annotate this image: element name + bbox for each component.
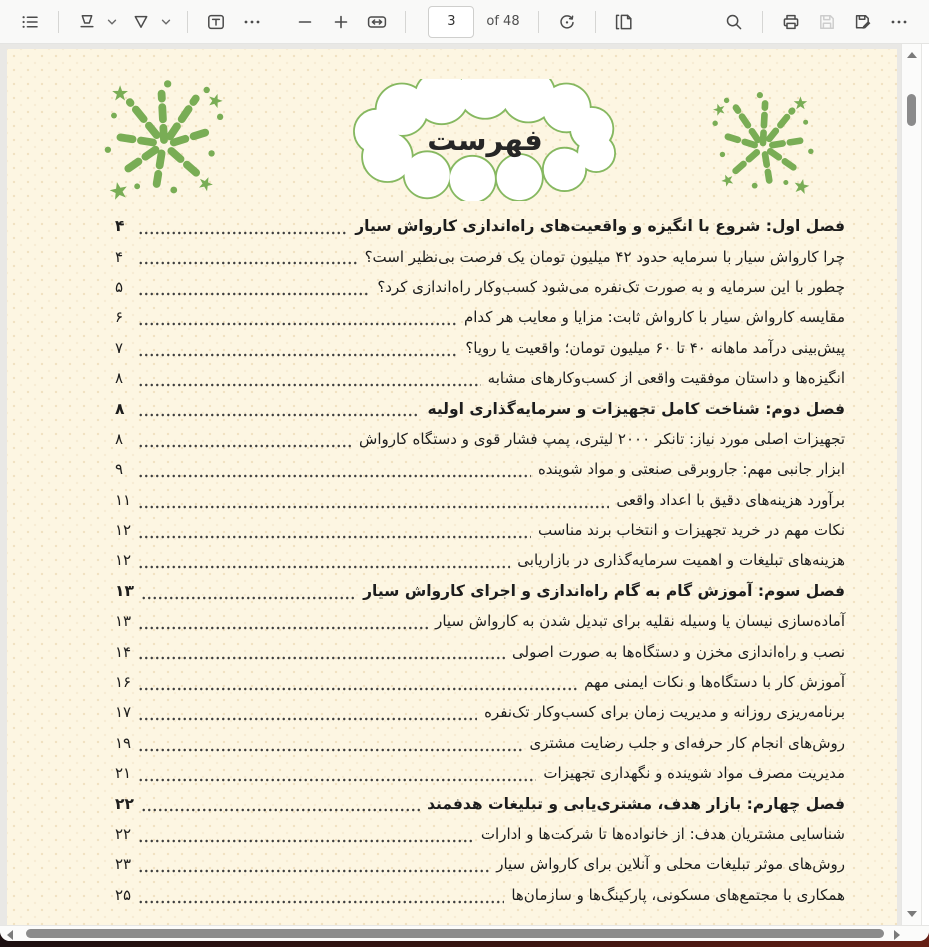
toc-row bbox=[115, 758, 845, 788]
scroll-left-arrow-icon[interactable] bbox=[7, 930, 13, 940]
ellipsis-icon bbox=[889, 12, 909, 32]
toc-row bbox=[115, 211, 845, 241]
toc-title: چطور با این سرمایه و به صورت تک‌نفره می‌شود کسب‌وکار راه‌اندازی کرد؟ bbox=[377, 277, 845, 296]
toc-page-number: ۴ bbox=[115, 217, 125, 236]
toc-row bbox=[115, 788, 845, 818]
toc-title: فصل سوم: آموزش گام به گام راه‌اندازی و اجرای کارواش سیار bbox=[363, 581, 845, 600]
toc-page-number: ۵ bbox=[115, 277, 124, 296]
fireworks-decoration-left bbox=[93, 79, 235, 201]
toc-row bbox=[115, 880, 845, 910]
toc-title: برآورد هزینه‌های دقیق با اعداد واقعی bbox=[616, 490, 845, 509]
dot-leader bbox=[138, 272, 370, 302]
printer-icon bbox=[781, 12, 801, 32]
toc-page-number: ۱۹ bbox=[115, 733, 132, 752]
dot-leader bbox=[138, 697, 477, 727]
toc-title: پیش‌بینی درآمد ماهانه ۴۰ تا ۶۰ میلیون تومان؛ واقعیت یا رویا؟ bbox=[465, 338, 845, 357]
toc-page-number: ۱۲ bbox=[115, 521, 132, 540]
dot-leader bbox=[138, 241, 358, 271]
text-box-icon bbox=[206, 12, 226, 32]
save-as-button[interactable] bbox=[847, 6, 879, 38]
dot-leader bbox=[138, 333, 458, 363]
pen-icon bbox=[131, 12, 151, 32]
more-options-button[interactable] bbox=[883, 6, 915, 38]
toc-row bbox=[115, 272, 845, 302]
toc-list bbox=[115, 211, 845, 910]
toc-row bbox=[115, 667, 845, 697]
toc-page-number: ۱۷ bbox=[115, 703, 132, 722]
toc-title: آموزش کار با دستگاه‌ها و نکات ایمنی مهم bbox=[584, 673, 845, 692]
toc-row bbox=[115, 819, 845, 849]
vertical-scrollbar[interactable] bbox=[901, 44, 922, 925]
toc-page-number: ۷ bbox=[115, 338, 124, 357]
toc-title: روش‌های موثر تبلیغات محلی و آنلاین برای کارواش سیار bbox=[496, 855, 845, 874]
toc-title: ابزار جانبی مهم: جاروبرقی صنعتی و مواد شوینده bbox=[537, 460, 845, 479]
save-as-icon bbox=[853, 12, 873, 32]
contents-icon bbox=[20, 12, 40, 32]
toc-title: روش‌های انجام کار حرفه‌ای و جلب رضایت مشتری bbox=[529, 733, 845, 752]
toc-row bbox=[115, 606, 845, 636]
toc-row bbox=[115, 424, 845, 454]
toc-row bbox=[115, 302, 845, 332]
dot-leader bbox=[138, 393, 420, 423]
scroll-down-arrow-icon[interactable] bbox=[907, 911, 917, 917]
table-of-contents-button[interactable] bbox=[14, 6, 46, 38]
page-title: فهرست bbox=[427, 123, 543, 157]
zoom-in-button[interactable] bbox=[325, 6, 357, 38]
page-view-button[interactable] bbox=[608, 6, 640, 38]
toc-row bbox=[115, 545, 845, 575]
page-view-icon bbox=[614, 12, 634, 32]
toc-page-number: ۱۳ bbox=[115, 581, 134, 600]
horizontal-scrollbar[interactable] bbox=[0, 925, 929, 941]
dot-leader bbox=[138, 667, 577, 697]
search-icon bbox=[724, 12, 744, 32]
highlighter-icon bbox=[77, 12, 97, 32]
ellipsis-icon bbox=[242, 12, 262, 32]
rotate-button[interactable] bbox=[551, 6, 583, 38]
toc-title: چرا کارواش سیار با سرمایه حدود ۴۲ میلیون تومان یک فرصت بی‌نظیر است؟ bbox=[364, 247, 845, 266]
fit-to-width-button[interactable] bbox=[361, 6, 393, 38]
draw-options-dropdown[interactable] bbox=[157, 6, 175, 38]
toc-page-number: ۱۲ bbox=[115, 551, 132, 570]
toc-page-number: ۲۵ bbox=[115, 885, 132, 904]
scroll-up-arrow-icon[interactable] bbox=[907, 52, 917, 58]
dot-leader bbox=[138, 454, 531, 484]
toolbar-separator bbox=[405, 11, 406, 33]
dot-leader bbox=[138, 606, 428, 636]
toc-page-number: ۹ bbox=[115, 460, 124, 479]
toc-page-number: ۱۳ bbox=[115, 612, 132, 631]
toc-page-number: ۱۱ bbox=[115, 490, 132, 509]
toc-page-number: ۱۶ bbox=[115, 673, 132, 692]
fireworks-decoration-right bbox=[702, 91, 824, 195]
add-text-button[interactable] bbox=[200, 6, 232, 38]
toc-title: نصب و راه‌اندازی مخزن و دستگاه‌ها به صورت اصولی bbox=[512, 642, 845, 661]
toc-title: برنامه‌ریزی روزانه و مدیریت زمان برای کسب‌وکار تک‌نفره bbox=[484, 703, 845, 722]
toc-row bbox=[115, 728, 845, 758]
print-button[interactable] bbox=[775, 6, 807, 38]
toolbar-separator bbox=[58, 11, 59, 33]
toc-page-number: ۲۱ bbox=[115, 764, 132, 783]
toc-row bbox=[115, 363, 845, 393]
toc-title: فصل اول: شروع با انگیزه و واقعیت‌های راه‌اندازی کارواش سیار bbox=[355, 217, 845, 236]
toc-page-number: ۸ bbox=[115, 399, 125, 418]
document-viewport bbox=[0, 44, 929, 925]
highlight-options-dropdown[interactable] bbox=[103, 6, 121, 38]
dot-leader bbox=[138, 728, 522, 758]
dot-leader bbox=[138, 515, 531, 545]
save-button[interactable] bbox=[811, 6, 843, 38]
toc-title: نکات مهم در خرید تجهیزات و انتخاب برند مناسب bbox=[537, 521, 845, 540]
toc-page-number: ۶ bbox=[115, 308, 124, 327]
toc-page-number: ۲۳ bbox=[115, 855, 132, 874]
scroll-right-arrow-icon[interactable] bbox=[894, 930, 900, 940]
dot-leader bbox=[141, 576, 356, 606]
toc-title: فصل دوم: شناخت کامل تجهیزات و سرمایه‌گذاری اولیه bbox=[427, 399, 845, 418]
toc-page-number: ۲۲ bbox=[115, 825, 132, 843]
toc-title: مدیریت مصرف مواد شوینده و نگهداری تجهیزات bbox=[543, 764, 845, 783]
rotate-icon bbox=[557, 12, 577, 32]
page-count-label: of 48 bbox=[486, 14, 520, 29]
toolbar-separator bbox=[538, 11, 539, 33]
toc-page-number: ۸ bbox=[115, 369, 124, 388]
toc-row bbox=[115, 393, 845, 423]
toolbar-separator bbox=[595, 11, 596, 33]
save-icon bbox=[817, 12, 837, 32]
chevron-down-icon bbox=[107, 18, 117, 26]
toc-title: مقایسه کارواش سیار با کارواش ثابت: مزایا و معایب هر کدام bbox=[463, 308, 845, 327]
horizontal-scrollbar-thumb[interactable] bbox=[26, 929, 884, 938]
plus-icon bbox=[331, 12, 351, 32]
dot-leader bbox=[138, 211, 348, 241]
toc-row bbox=[115, 333, 845, 363]
toc-row bbox=[115, 697, 845, 727]
toc-row bbox=[115, 576, 845, 606]
minus-icon bbox=[295, 12, 315, 32]
toc-page-number: ۸ bbox=[115, 429, 124, 448]
toc-title: آماده‌سازی نیسان یا وسیله نقلیه برای تبدیل شدن به کارواش سیار bbox=[435, 612, 845, 631]
dot-leader bbox=[138, 485, 609, 515]
dot-leader bbox=[138, 545, 510, 575]
toc-row bbox=[115, 485, 845, 515]
toc-page-number: ۴ bbox=[115, 247, 124, 266]
title-cloud bbox=[327, 79, 643, 201]
pdf-page bbox=[7, 49, 897, 925]
toc-title: فصل چهارم: بازار هدف، مشتری‌یابی و تبلیغات هدفمند bbox=[427, 794, 845, 813]
zoom-out-button[interactable] bbox=[289, 6, 321, 38]
toolbar-separator bbox=[187, 11, 188, 33]
toc-title: شناسایی مشتریان هدف: از خانواده‌ها تا شرکت‌ها و ادارات bbox=[480, 825, 845, 843]
dot-leader bbox=[141, 788, 420, 818]
dot-leader bbox=[138, 758, 536, 788]
dot-leader bbox=[138, 849, 489, 879]
toc-row bbox=[115, 241, 845, 271]
dot-leader bbox=[138, 636, 505, 666]
dot-leader bbox=[138, 363, 481, 393]
page-number-input[interactable] bbox=[428, 6, 474, 38]
chevron-down-icon bbox=[161, 18, 171, 26]
dot-leader bbox=[138, 880, 504, 910]
toc-title: تجهیزات اصلی مورد نیاز: تانکر ۲۰۰۰ لیتری، پمپ فشار قوی و دستگاه کارواش bbox=[359, 429, 845, 448]
vertical-scrollbar-thumb[interactable] bbox=[907, 94, 916, 126]
toc-title: انگیزه‌ها و داستان موفقیت واقعی از کسب‌وکارهای مشابه bbox=[487, 369, 845, 388]
toc-row bbox=[115, 515, 845, 545]
more-tools-button[interactable] bbox=[236, 6, 268, 38]
dot-leader bbox=[138, 302, 457, 332]
draw-tool-button[interactable] bbox=[125, 6, 157, 38]
fit-width-icon bbox=[366, 12, 388, 32]
toc-row bbox=[115, 636, 845, 666]
toc-title: هزینه‌های تبلیغات و اهمیت سرمایه‌گذاری در بازاریابی bbox=[517, 551, 845, 570]
dot-leader bbox=[138, 819, 474, 849]
toc-row bbox=[115, 454, 845, 484]
toolbar-separator bbox=[762, 11, 763, 33]
toc-page-number: ۲۲ bbox=[115, 794, 134, 813]
toc-row bbox=[115, 849, 845, 879]
highlight-tool-button[interactable] bbox=[71, 6, 103, 38]
search-button[interactable] bbox=[718, 6, 750, 38]
dot-leader bbox=[138, 424, 352, 454]
pdf-toolbar bbox=[0, 0, 929, 44]
toc-page-number: ۱۴ bbox=[115, 642, 132, 661]
toc-title: همکاری با مجتمع‌های مسکونی، پارکینگ‌ها و سازمان‌ها bbox=[511, 885, 845, 904]
window-right-edge bbox=[922, 44, 929, 925]
